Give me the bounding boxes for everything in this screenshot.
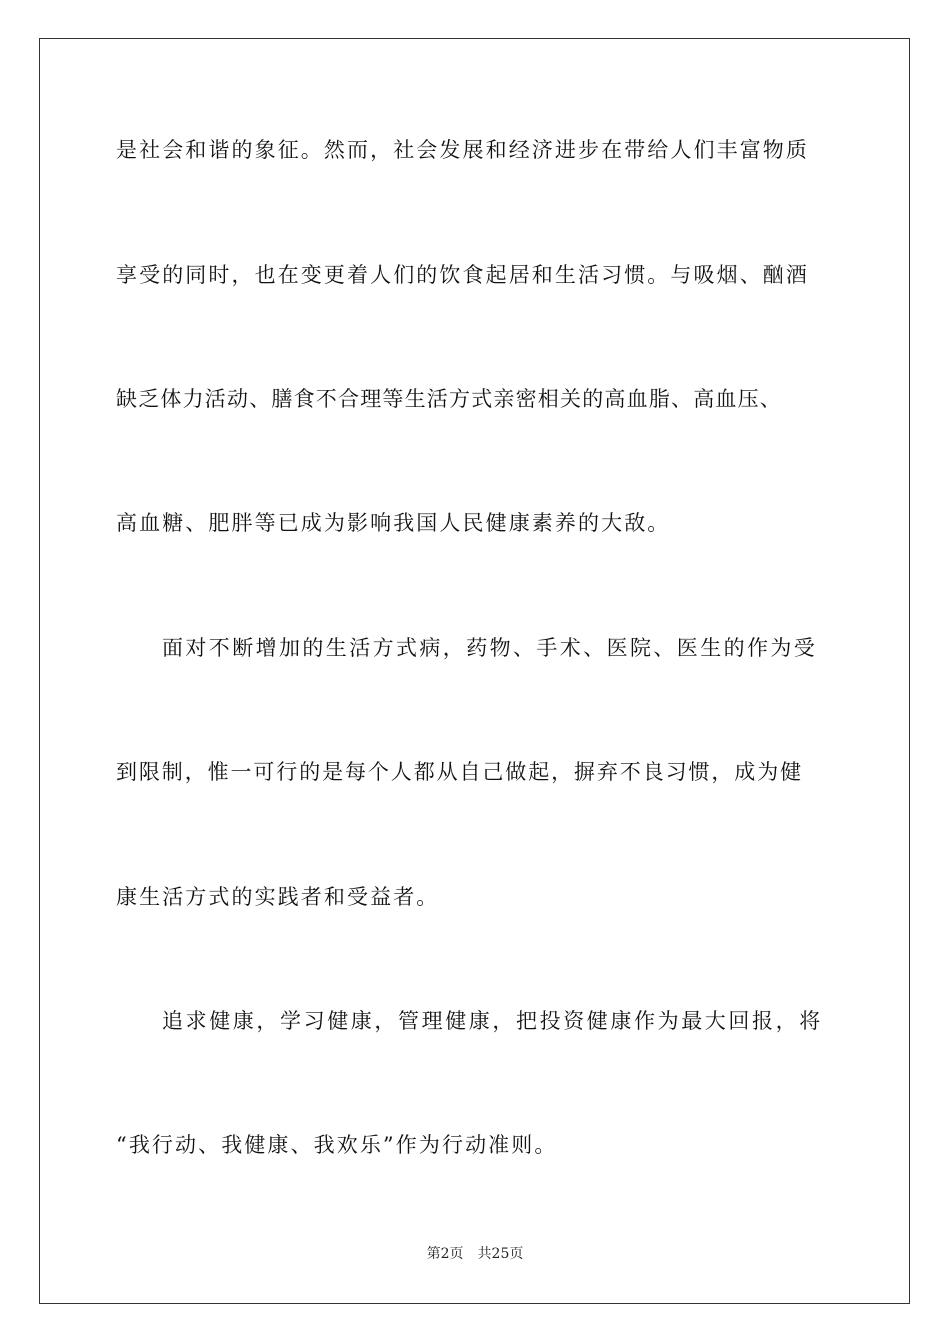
page-total: 共25页: [477, 1246, 524, 1262]
paragraph-line: 追求健康，学习健康，管理健康，把投资健康作为最大回报，将: [162, 1009, 823, 1033]
paragraph-line: 缺乏体力活动、膳食不合理等生活方式亲密相关的高血脂、高血压、: [116, 387, 782, 411]
paragraph-line: 康生活方式的实践者和受益者。: [116, 885, 440, 909]
paragraph-line: 到限制，惟一可行的是每个人都从自己做起，摒弃不良习惯，成为健: [116, 760, 803, 784]
paragraph-line: “我行动、我健康、我欢乐”作为行动准则。: [116, 1133, 558, 1157]
page-number: 第2页: [426, 1246, 464, 1262]
paragraph-line: 是社会和谐的象征。然而，社会发展和经济进步在带给人们丰富物质: [116, 138, 809, 162]
paragraph-line: 面对不断增加的生活方式病，药物、手术、医院、医生的作为受: [162, 636, 818, 660]
paragraph-line: 高血糖、肥胖等已成为影响我国人民健康素养的大敌。: [116, 511, 671, 535]
page-border: [39, 38, 910, 1304]
page-footer: [0, 1244, 950, 1264]
paragraph-line: 享受的同时，也在变更着人们的饮食起居和生活习惯。与吸烟、酗酒: [116, 263, 809, 287]
